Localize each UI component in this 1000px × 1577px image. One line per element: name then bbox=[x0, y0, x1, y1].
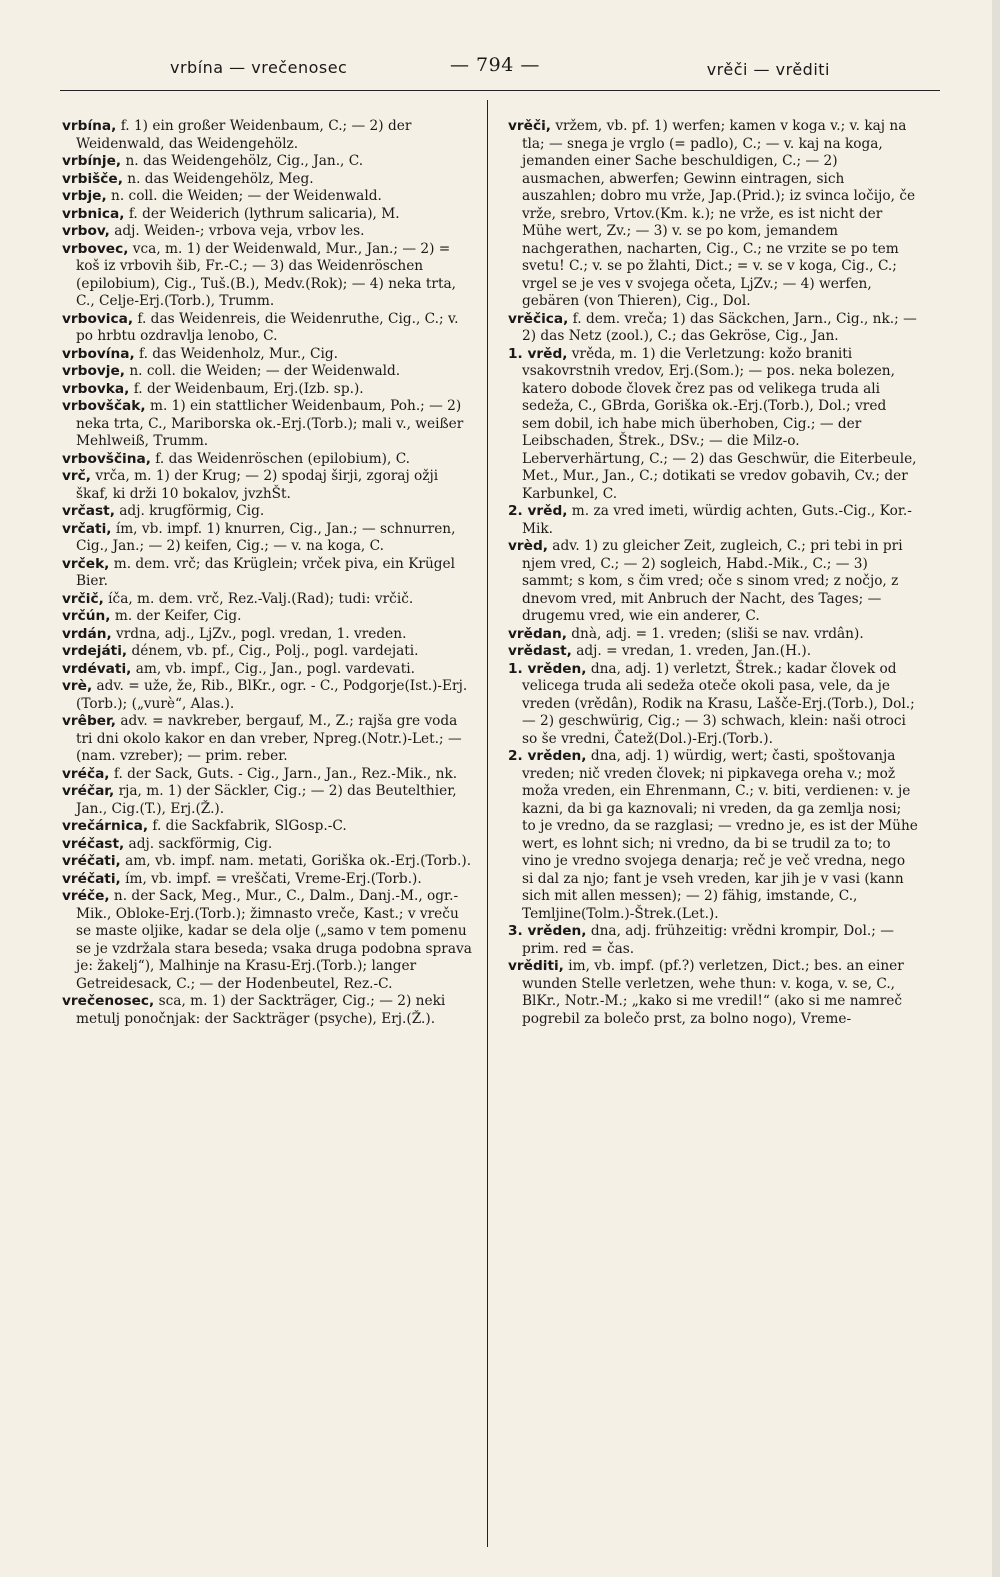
headword: vrečenosec, bbox=[62, 993, 155, 1009]
headword: vrbišče, bbox=[62, 170, 123, 187]
entry-definition: adj. sackförmig, Cig. bbox=[124, 835, 273, 852]
entry-definition: adv. = uže, že, Rib., BlKr., ogr. - C., Podgorje(Ist.)-Erj.(Torb.); („vurè“, Alas.). bbox=[76, 678, 468, 712]
headword: vréče, bbox=[62, 888, 110, 904]
entry-definition: f. das Weidenholz, Mur., Cig. bbox=[134, 345, 338, 362]
dictionary-entry bbox=[508, 311, 918, 346]
headword: vrěditi, bbox=[508, 958, 564, 974]
headword: vrêber, bbox=[62, 713, 116, 729]
entry-definition: ím, vb. impf. = vreščati, Vreme-Erj.(Torb.). bbox=[120, 870, 422, 887]
dictionary-entry bbox=[508, 661, 918, 749]
headword: vrědast, bbox=[508, 643, 572, 659]
dictionary-entry bbox=[62, 713, 472, 766]
headword: vrè, bbox=[62, 678, 93, 694]
entry-definition: f. der Sack, Guts. - Cig., Jarn., Jan., Rez.-Mik., nk. bbox=[109, 765, 458, 782]
header-rule bbox=[60, 90, 940, 91]
entry-definition: vrča, m. 1) der Krug; — 2) spodaj širji, zgoraj ožji škaf, ki drži 10 bokalov, jvzhŠt. bbox=[76, 468, 439, 502]
entry-definition: vrěda, m. 1) die Verletzung: kožo braniti vsakovrstnih vredov, Erj.(Som.); — pos. neka bolezen, katero dobode človek črez pas od velikega truda ali sedeža, C., GBrda, Goriška ok.-Erj.(Torb.), Dol.; vred sem dobil, ich habe mich überhoben, Cig.; — der Leibschaden, Štrek., DSv.; — die Milz-o. Leberverhärtung, C.; — 2) das Geschwür, die Eiterbeule, Met., Mur., Jan., C.; dotikati se vredov gobavih, Cv.; der Karbunkel, C. bbox=[522, 345, 917, 502]
dictionary-entry bbox=[508, 538, 918, 626]
entry-definition: sca, m. 1) der Sackträger, Cig.; — 2) neki metulj ponočnjak: der Sackträger (psyche), Erj.(Ž.). bbox=[76, 993, 446, 1027]
dictionary-entry bbox=[62, 118, 472, 153]
headword: vrbov, bbox=[62, 223, 110, 239]
headword: vrček, bbox=[62, 555, 110, 572]
dictionary-entry bbox=[62, 783, 472, 818]
headword: vrbovje, bbox=[62, 363, 125, 379]
headword: vrdévati, bbox=[62, 660, 132, 677]
entry-definition: m. dem. vrč; das Krüglein; vrček piva, ein Krügel Bier. bbox=[76, 555, 456, 589]
entry-definition: adj. krugförmig, Cig. bbox=[114, 503, 265, 519]
entry-definition: vržem, vb. pf. 1) werfen; kamen v koga v.; v. kaj na tla; — snega je vrglo (= padlo), C.; — v. kaj na koga, jemanden einer Sache beschuldigen, C.; — 2) ausmachen, abwerfen; Gewinn eintragen, sich auszahlen; dobro mu vrže, Jap.(Prid.); iz svinca ločijo, če vrže, srebro, Vrtov.(Km. k.); ne vrže, es ist nicht der Mühe wert, Zv.; — 3) v. se po kom, jemandem nachgerathen, nacharten, Cig., C.; ne vrzite se po tem svetu! C.; v. se po žlahti, Dict.; = v. se v koga, Cig., C.; vrgel se je ves v svojega očeta, LjZv.; — 4) werfen, gebären (von Thieren), Cig., Dol. bbox=[522, 118, 916, 309]
dictionary-entry bbox=[508, 958, 918, 1028]
headword: vrč, bbox=[62, 468, 91, 484]
headword: vrbje, bbox=[62, 188, 107, 204]
entry-definition: vrdna, adj., LjZv., pogl. vredan, 1. vreden. bbox=[111, 625, 407, 642]
entry-definition: f. der Weidenbaum, Erj.(Izb. sp.). bbox=[129, 380, 364, 397]
dictionary-entry bbox=[62, 206, 472, 224]
dictionary-entry bbox=[508, 626, 918, 644]
entry-definition: adv. = navkreber, bergauf, M., Z.; rajša gre voda tri dni okolo kakor en dan vreber, Npreg.(Notr.)-Let.; — (nam. vzreber); — prim. reber. bbox=[76, 713, 462, 764]
entry-definition: dna, adj. frühzeitig: vrědni krompir, Dol.; — prim. red = čas. bbox=[522, 923, 894, 957]
dictionary-entry bbox=[62, 608, 472, 626]
headword: vrèd, bbox=[508, 538, 548, 554]
entry-definition: m. za vred imeti, würdig achten, Guts.-Cig., Kor.-Mik. bbox=[522, 503, 912, 537]
dictionary-entry bbox=[62, 591, 472, 609]
left-column bbox=[62, 118, 472, 1028]
entry-definition: f. die Sackfabrik, SlGosp.-C. bbox=[148, 818, 347, 834]
headword: 1. vrěden, bbox=[508, 660, 587, 677]
headword: vrčast, bbox=[62, 503, 115, 519]
entry-definition: n. coll. die Weiden; — der Weidenwald. bbox=[124, 363, 401, 379]
headword: vrěči, bbox=[508, 118, 551, 134]
entry-definition: vca, m. 1) der Weidenwald, Mur., Jan.; — 2) = koš iz vrbovih šib, Fr.-C.; — 3) das Weidenröschen (epilobium), Cig., Tuš.(B.), Medv.(Rok); — 4) neka trta, C., Celje-Erj.(Torb.), Trumm. bbox=[76, 240, 456, 309]
entry-definition: im, vb. impf. (pf.?) verletzen, Dict.; bes. an einer wunden Stelle verletzen, wehe thun: v. koga, v. se, C., BlKr., Notr.-M.; „kako si me vredil!“ (ako si me namreč pogrebil za bolečo prst, za bolno nogo), Vreme- bbox=[522, 958, 904, 1027]
entry-definition: dna, adj. 1) würdig, wert; časti, spoštovanja vreden; nič vreden človek; ni pipkavega oreha v.; mož moža vreden, ein Ehrenmann, C.; v. biti, verdienen: v. je kazni, da bi ga kaznovali; ni vreden, da ga zemlja nosi; to je vredno, da se razglasi; — vredno je, es ist der Mühe wert, es lohnt sich; ni vredno, da bi se trudil za to; to vino je vredno svojega denarja; reč je več vredna, nego si dal za njo; fant je vseh vreden, kar jih je v vasi (kann sich mit allen messen); — 2) fähig, imstande, C., Temljine(Tolm.)-Štrek.(Let.). bbox=[522, 748, 918, 922]
headword: vrčič, bbox=[62, 590, 104, 607]
headword: vrdán, bbox=[62, 625, 112, 642]
entry-definition: f. das Weidenröschen (epilobium), C. bbox=[150, 450, 411, 467]
dictionary-entry bbox=[62, 661, 472, 679]
dictionary-entry bbox=[62, 241, 472, 311]
entry-definition: f. der Weiderich (lythrum salicaria), M. bbox=[124, 205, 400, 222]
headword: vréčar, bbox=[62, 783, 115, 799]
headword: vrečárnica, bbox=[62, 818, 149, 834]
entry-definition: f. das Weidenreis, die Weidenruthe, Cig., C.; v. po hrbtu ozdravlja lenobo, C. bbox=[76, 310, 459, 344]
headword: 1. vrěd, bbox=[508, 345, 568, 362]
dictionary-entry bbox=[508, 503, 918, 538]
dictionary-entry bbox=[62, 223, 472, 241]
dictionary-entry bbox=[508, 748, 918, 923]
entry-definition: n. der Sack, Meg., Mur., C., Dalm., Danj.-M., ogr.-Mik., Obloke-Erj.(Torb.); žimnasto vreče, Kast.; v vreču se maste oljike, kadar se dela olje („samo v tem pomenu se je vzdržala stara beseda; vsaka druga podobna sprava je: žakelj“), Malhinje na Krasu-Erj.(Torb.); langer Getreidesack, C.; — der Hodenbeutel, Rez.-C. bbox=[76, 888, 472, 992]
entry-definition: dna, adj. 1) verletzt, Štrek.; kadar človek od velicega truda ali sedeža oteče okoli pasa, vele, da je vreden (vrědân), Rodik na Krasu, Lašče-Erj.(Torb.), Dol.; — 2) geschwürig, Cig.; — 3) schwach, klein: naši otroci so še vredni, Čatež(Dol.)-Erj.(Torb.). bbox=[522, 660, 915, 747]
dictionary-entry bbox=[62, 521, 472, 556]
dictionary-entry bbox=[62, 871, 472, 889]
entry-definition: m. 1) ein stattlicher Weidenbaum, Poh.; — 2) neka trta, C., Mariborska ok.-Erj.(Torb.); mali v., weißer Mehlweiß, Trumm. bbox=[76, 398, 464, 449]
entry-definition: m. der Keifer, Cig. bbox=[110, 608, 242, 624]
headword: vréča, bbox=[62, 765, 110, 782]
headword: vrdejáti, bbox=[62, 643, 128, 659]
headword: vréčast, bbox=[62, 835, 125, 852]
headword: vrbína, bbox=[62, 118, 117, 134]
dictionary-entry bbox=[62, 311, 472, 346]
dictionary-entry bbox=[62, 626, 472, 644]
dictionary-entry bbox=[62, 468, 472, 503]
entry-definition: am, vb. impf., Cig., Jan., pogl. vardevati. bbox=[131, 660, 415, 677]
dictionary-entry bbox=[62, 766, 472, 784]
entry-definition: adv. 1) zu gleicher Zeit, zugleich, C.; pri tebi in pri njem vred, C.; — 2) sogleich, Habd.-Mik., C.; — 3) sammt; s kom, s čim vred; oče s sinom vred; z nočjo, z dnevom vred, mit Anbruch der Nacht, des Tages; — drugemu vred, wie ein anderer, C. bbox=[522, 538, 903, 624]
entry-definition: am, vb. impf. nam. metati, Goriška ok.-Erj.(Torb.). bbox=[120, 853, 472, 869]
headword: vrbovščak, bbox=[62, 398, 146, 414]
headword: vréčati, bbox=[62, 870, 121, 887]
entry-definition: n. das Weidengehölz, Cig., Jan., C. bbox=[121, 153, 364, 169]
entry-definition: n. coll. die Weiden; — der Weidenwald. bbox=[106, 188, 382, 204]
entry-definition: adj. = vredan, 1. vreden, Jan.(H.). bbox=[571, 643, 812, 659]
headword: vrčati, bbox=[62, 520, 112, 537]
dictionary-entry bbox=[62, 171, 472, 189]
dictionary-entry bbox=[62, 398, 472, 451]
headword: vrědan, bbox=[508, 625, 567, 642]
headword: vrbovščina, bbox=[62, 450, 151, 467]
headword: vrbovína, bbox=[62, 345, 135, 362]
dictionary-entry bbox=[62, 363, 472, 381]
headword: vréčati, bbox=[62, 853, 121, 869]
dictionary-entry bbox=[62, 153, 472, 171]
entry-definition: n. das Weidengehölz, Meg. bbox=[122, 170, 314, 187]
right-column bbox=[508, 118, 918, 1028]
dictionary-entry bbox=[62, 678, 472, 713]
headword: vrbínje, bbox=[62, 153, 122, 169]
headword: vrbovica, bbox=[62, 310, 134, 327]
dictionary-entry bbox=[508, 118, 918, 311]
dictionary-entry bbox=[62, 888, 472, 993]
dictionary-entry bbox=[62, 993, 472, 1028]
page-number: — 794 — bbox=[450, 54, 540, 76]
page-header bbox=[60, 50, 940, 86]
dictionary-entry bbox=[62, 451, 472, 469]
dictionary-entry bbox=[62, 818, 472, 836]
headword: vrbnica, bbox=[62, 205, 125, 222]
entry-definition: f. 1) ein großer Weidenbaum, C.; — 2) der Weidenwald, das Weidengehölz. bbox=[76, 118, 412, 152]
entry-definition: íča, m. dem. vrč, Rez.-Valj.(Rad); tudi: vrčič. bbox=[103, 590, 414, 607]
headword: vrěčica, bbox=[508, 310, 569, 327]
column-divider bbox=[487, 100, 488, 1547]
dictionary-entry bbox=[62, 346, 472, 364]
headword: vrčún, bbox=[62, 608, 111, 624]
dictionary-entry bbox=[508, 923, 918, 958]
dictionary-entry bbox=[62, 381, 472, 399]
dictionary-entry bbox=[62, 836, 472, 854]
dictionary-entry bbox=[62, 556, 472, 591]
dictionary-entry bbox=[508, 346, 918, 504]
dictionary-entry bbox=[508, 643, 918, 661]
header-right-guide-words: vrěči — vrěditi bbox=[706, 60, 830, 79]
entry-definition: dnà, adj. = 1. vreden; (sliši se nav. vrdân). bbox=[566, 625, 864, 642]
headword: vrbovec, bbox=[62, 240, 129, 257]
entry-definition: rja, m. 1) der Säckler, Cig.; — 2) das Beutelthier, Jan., Cig.(T.), Erj.(Ž.). bbox=[76, 783, 457, 817]
dictionary-entry bbox=[62, 503, 472, 521]
entry-definition: dénem, vb. pf., Cig., Polj., pogl. vardejati. bbox=[127, 643, 419, 659]
headword: vrbovka, bbox=[62, 380, 130, 397]
entry-definition: ím, vb. impf. 1) knurren, Cig., Jan.; — schnurren, Cig., Jan.; — 2) keifen, Cig.; — v. na koga, C. bbox=[76, 520, 456, 554]
entry-definition: f. dem. vreča; 1) das Säckchen, Jarn., Cig., nk.; — 2) das Netz (zool.), C.; das Gekröse, Cig., Jan. bbox=[522, 310, 917, 344]
headword: 3. vrěden, bbox=[508, 923, 587, 939]
headword: 2. vrěd, bbox=[508, 503, 568, 519]
dictionary-entry bbox=[62, 188, 472, 206]
dictionary-entry bbox=[62, 643, 472, 661]
dictionary-entry bbox=[62, 853, 472, 871]
headword: 2. vrěden, bbox=[508, 748, 587, 764]
header-left-guide-words: vrbína — vrečenosec bbox=[170, 58, 348, 77]
entry-definition: adj. Weiden-; vrbova veja, vrbov les. bbox=[109, 223, 365, 239]
page-edge-shadow bbox=[992, 0, 1000, 1577]
